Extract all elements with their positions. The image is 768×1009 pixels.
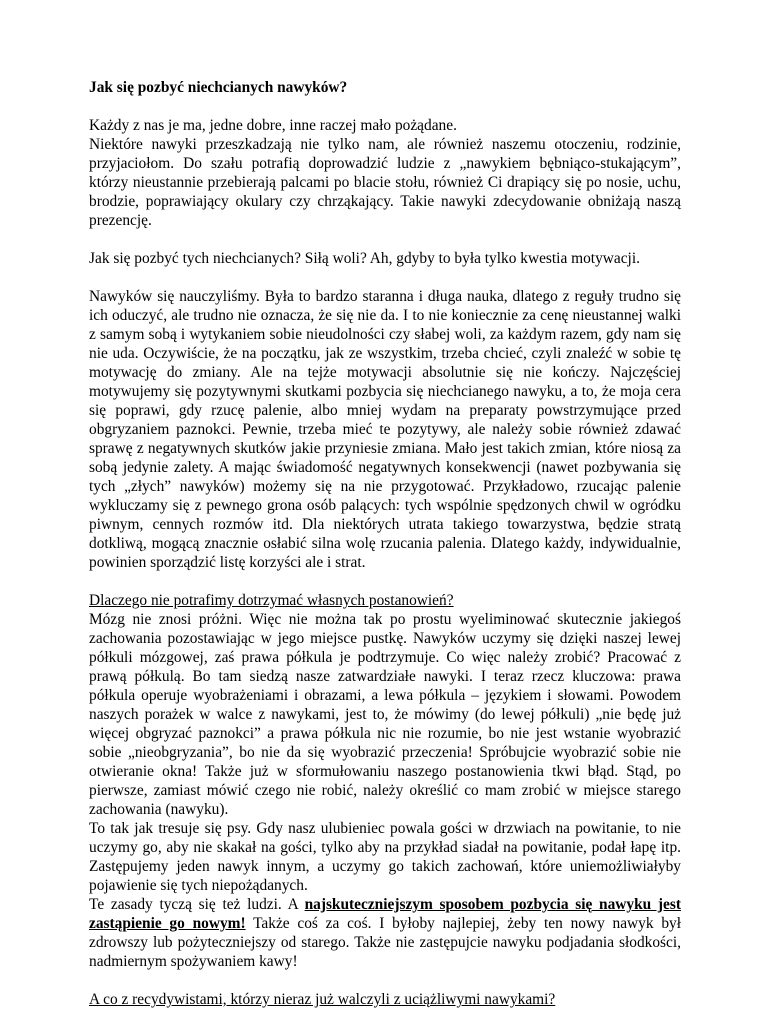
heading-postanowienia: Dlaczego nie potrafimy dotrzymać własnych postanowień? (89, 592, 454, 609)
people-paragraph (89, 895, 681, 971)
intro-line: Każdy z nas je ma, jedne dobre, inne raczej mało pożądane. (89, 117, 457, 134)
document-title: Jak się pozbyć niechcianych nawyków? (89, 79, 348, 96)
people-emphasis: najskuteczniejszym sposobem pozbycia się nawyku jest zastąpienie go nowym! (89, 896, 682, 932)
intro-paragraph: Niektóre nawyki przeszkadzają nie tylko nam, ale również naszemu otoczeniu, rodzinie, przyjaciołom. Do szału potrafią doprowadzić ludzie z „nawykiem bębniąco-stukającym”, którzy nieustannie przebierają palcami po blacie stołu, również Ci drapiący się po nosie, uchu, brodzie, poprawiający okulary czy chrząkający. Takie nawyki zdecydowanie obniżają naszą prezencję. (89, 136, 681, 229)
question-line: Jak się pozbyć tych niechcianych? Siłą woli? Ah, gdyby to była tylko kwestia motywacji. (89, 250, 640, 267)
dog-paragraph: To tak jak tresuje się psy. Gdy nasz ulubieniec powala gości w drzwiach na powitanie, to nie uczymy go, aby nie skakał na gości, tylko aby na przykład siadał na powitanie, podał łapę itp. Zastępujemy jeden nawyk innym, a uczymy go takich zachowań, które uniemożliwiałyby pojawienie się tych niepożądanych. (89, 820, 681, 894)
people-text-before: Te zasady tyczą się też ludzi. A (89, 896, 305, 913)
brain-paragraph: Mózg nie znosi próżni. Więc nie można tak po prostu wyeliminować skutecznie jakiegoś zachowania pozostawiając w jego miejsce pustkę. Nawyków uczymy się dzięki naszej lewej półkuli mózgowej, zaś prawa półkula je podtrzymuje. Co więc należy zrobić? Pracować z prawą półkulą. Bo tam siedzą nasze zatwardziałe nawyki. I teraz rzecz kluczowa: prawa półkula operuje wyobrażeniami i obrazami, a lewa półkula – językiem i słowami. Powodem naszych porażek w walce z nawykami, jest to, że mówimy (do lewej półkuli) „nie będę już więcej obgryzać paznokci” a prawa półkula nic nie rozumie, bo nie jest wstanie wyobrazić sobie „nieobgryzania”, bo nie da się wyobrazić przeczenia! Spróbujcie wyobrazić sobie nie otwieranie okna! Także już w sformułowaniu naszego postanowienia tkwi błąd. Stąd, po pierwsze, zamiast mówić czego nie robić, należy określić co mam zrobić w miejsce starego zachowania (nawyku). (89, 611, 681, 818)
heading-recydywisci: A co z recydywistami, którzy nieraz już walczyli z uciążliwymi nawykami? (89, 991, 556, 1008)
document-page (89, 78, 681, 1009)
long-paragraph: Nawyków się nauczyliśmy. Była to bardzo staranna i długa nauka, dlatego z reguły trudno się ich oduczyć, ale trudno nie oznacza, że się nie da. I to nie koniecznie za cenę nieustannej walki z samym sobą i wytykaniem sobie nieudolności czy słabej woli, za każdym razem, gdy nam się nie uda. Oczywiście, że na początku, jak ze wszystkim, trzeba chcieć, czyli znaleźć w sobie tę motywację do zmiany. Ale na tejże motywacji absolutnie się nie kończy. Najczęściej motywujemy się pozytywnymi skutkami pozbycia się niechcianego nawyku, a to, że moja cera się poprawi, gdy rzucę palenie, albo mniej wydam na preparaty powstrzymujące przed obgryzaniem paznokci. Pewnie, trzeba mieć te pozytywy, ale należy sobie również zdawać sprawę z negatywnych skutków jakie przyniesie zmiana. Mało jest takich zmian, które niosą za sobą jedynie zalety. A mając świadomość negatywnych konsekwencji (nawet pozbywania się tych „złych” nawyków) możemy się na nie przygotować. Przykładowo, rzucając palenie wykluczamy się z pewnego grona osób palących: tych wspólnie spędzonych chwil w ogródku piwnym, cennych rozmów itd. Dla niektórych utrata takiego towarzystwa, będzie stratą dotkliwą, mogącą znacznie osłabić silna wolę rzucania palenia. Dlatego każdy, indywidualnie, powinien sporządzić listę korzyści ale i strat. (89, 288, 681, 571)
people-text-after: Także coś za coś. I byłoby najlepiej, żeby ten nowy nawyk był zdrowszy lub pożyteczniejszy od starego. Także nie zastępujcie nawyku podjadania słodkości, nadmiernym spożywaniem kawy! (89, 915, 681, 970)
